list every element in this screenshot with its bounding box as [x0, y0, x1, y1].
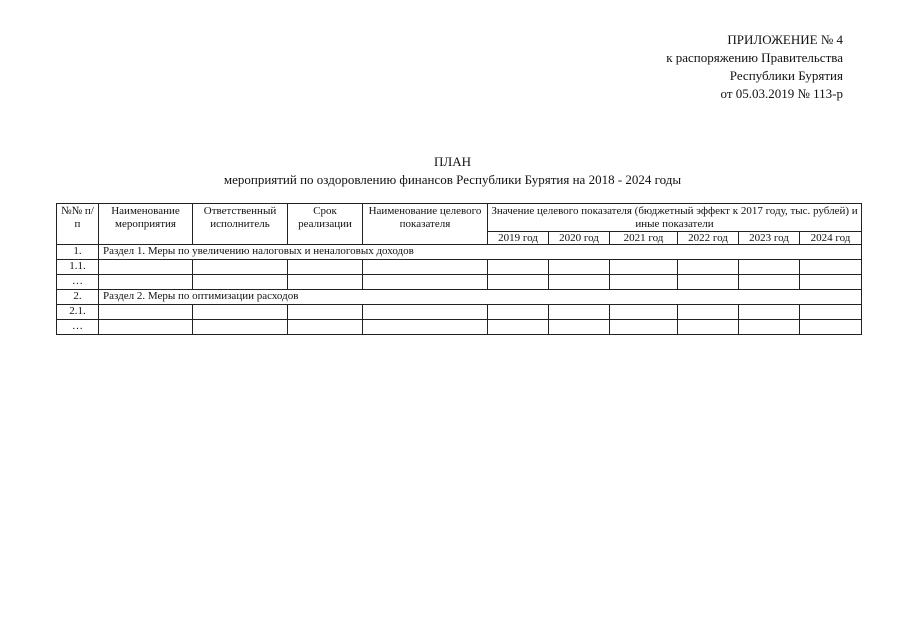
header-year: 2020 год	[549, 232, 610, 245]
appendix-number: ПРИЛОЖЕНИЕ № 4	[727, 32, 843, 47]
header-year: 2023 год	[739, 232, 800, 245]
cell-responsible	[193, 320, 288, 335]
document-subtitle: мероприятий по оздоровлению финансов Республики Бурятия на 2018 - 2024 годы	[223, 172, 682, 187]
plan-table	[56, 203, 862, 335]
header-indicator: Наименование целевого показателя	[363, 204, 488, 245]
cell-year-value	[549, 320, 610, 335]
cell-year-value	[800, 320, 862, 335]
cell-year-value	[549, 260, 610, 275]
header-year: 2021 год	[610, 232, 678, 245]
cell-year-value	[800, 260, 862, 275]
cell-year-value	[800, 305, 862, 320]
cell-activity	[99, 320, 193, 335]
document-title-block	[0, 153, 905, 189]
appendix-date: от 05.03.2019 № 113-р	[720, 86, 843, 101]
section-row	[57, 290, 862, 305]
cell-year-value	[678, 260, 739, 275]
header-deadline: Срок реализации	[288, 204, 363, 245]
header-responsible: Ответственный исполнитель	[193, 204, 288, 245]
cell-year-value	[610, 320, 678, 335]
appendix-order-ref: к распоряжению Правительства	[666, 50, 843, 65]
cell-year-value	[610, 275, 678, 290]
table-row	[57, 260, 862, 275]
cell-activity	[99, 260, 193, 275]
row-number: 1.	[57, 245, 99, 260]
cell-deadline	[288, 305, 363, 320]
header-activity: Наименование мероприятия	[99, 204, 193, 245]
row-number: 1.1.	[57, 260, 99, 275]
cell-year-value	[678, 275, 739, 290]
cell-activity	[99, 305, 193, 320]
cell-year-value	[488, 305, 549, 320]
cell-responsible	[193, 305, 288, 320]
table-header-row	[57, 204, 862, 232]
cell-deadline	[288, 260, 363, 275]
cell-responsible	[193, 275, 288, 290]
cell-deadline	[288, 275, 363, 290]
table-row	[57, 320, 862, 335]
cell-year-value	[678, 320, 739, 335]
cell-indicator	[363, 275, 488, 290]
cell-activity	[99, 275, 193, 290]
header-num: №№ п/п	[57, 204, 99, 245]
cell-year-value	[739, 305, 800, 320]
cell-year-value	[739, 320, 800, 335]
section-title: Раздел 2. Меры по оптимизации расходов	[99, 290, 862, 305]
cell-indicator	[363, 260, 488, 275]
row-number: 2.1.	[57, 305, 99, 320]
cell-year-value	[678, 305, 739, 320]
cell-year-value	[549, 305, 610, 320]
header-year: 2022 год	[678, 232, 739, 245]
cell-deadline	[288, 320, 363, 335]
cell-year-value	[800, 275, 862, 290]
cell-year-value	[739, 260, 800, 275]
cell-year-value	[488, 260, 549, 275]
cell-year-value	[549, 275, 610, 290]
cell-year-value	[488, 320, 549, 335]
table-row	[57, 305, 862, 320]
section-row	[57, 245, 862, 260]
document-title: ПЛАН	[434, 154, 471, 169]
cell-year-value	[739, 275, 800, 290]
section-title: Раздел 1. Меры по увеличению налоговых и неналоговых доходов	[99, 245, 862, 260]
table-row	[57, 275, 862, 290]
cell-indicator	[363, 320, 488, 335]
cell-year-value	[610, 260, 678, 275]
header-year: 2019 год	[488, 232, 549, 245]
row-number: …	[57, 320, 99, 335]
appendix-header	[666, 31, 843, 103]
row-number: …	[57, 275, 99, 290]
cell-year-value	[488, 275, 549, 290]
cell-indicator	[363, 305, 488, 320]
header-year: 2024 год	[800, 232, 862, 245]
appendix-region: Республики Бурятия	[729, 68, 843, 83]
header-value: Значение целевого показателя (бюджетный эффект к 2017 году, тыс. рублей) и иные показатели	[488, 204, 862, 232]
cell-responsible	[193, 260, 288, 275]
cell-year-value	[610, 305, 678, 320]
row-number: 2.	[57, 290, 99, 305]
